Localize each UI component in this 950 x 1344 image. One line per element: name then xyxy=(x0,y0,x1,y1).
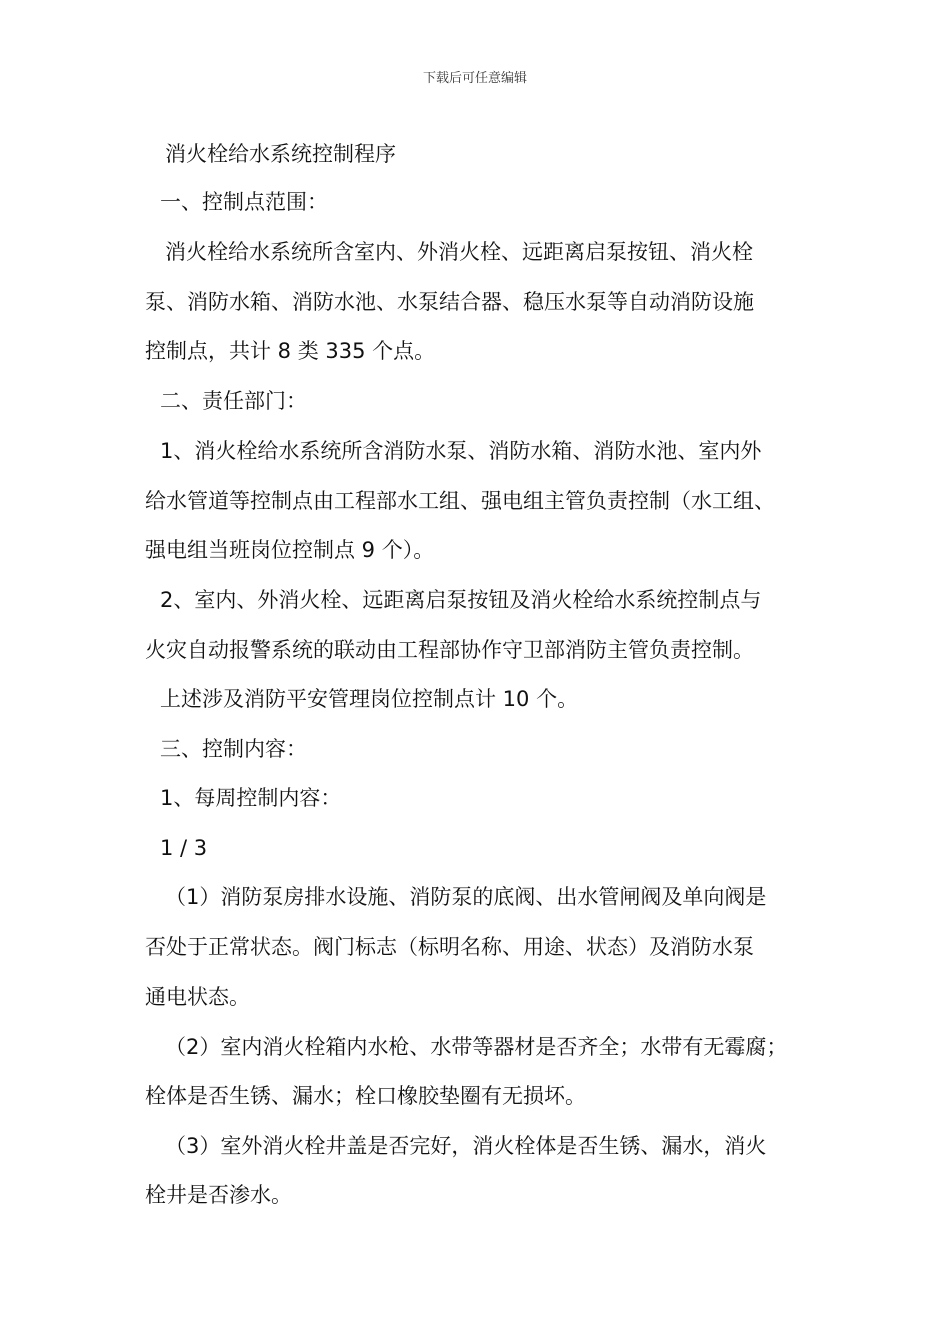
paragraph-line: 1、消火栓给水系统所含消防水泵、消防水箱、消防水池、室内外 xyxy=(160,439,762,463)
subsection-heading: 1、每周控制内容： xyxy=(160,786,342,810)
document-title: 消火栓给水系统控制程序 xyxy=(165,142,396,166)
paragraph-line: （3）室外消火栓井盖是否完好，消火栓体是否生锈、漏水，消火 xyxy=(165,1134,767,1158)
page-number: 1 / 3 xyxy=(160,836,208,860)
paragraph-line: 上述涉及消防平安管理岗位控制点计 10 个。 xyxy=(160,687,579,711)
paragraph-line: 栓井是否渗水。 xyxy=(145,1183,292,1207)
paragraph-line: 否处于正常状态。阀门标志（标明名称、用途、状态）及消防水泵 xyxy=(145,935,754,959)
paragraph-line: 火灾自动报警系统的联动由工程部协作守卫部消防主管负责控制。 xyxy=(145,638,754,662)
paragraph-line: 强电组当班岗位控制点 9 个）。 xyxy=(145,538,435,562)
section-heading-3: 三、控制内容： xyxy=(160,737,307,761)
paragraph-line: 2、室内、外消火栓、远距离启泵按钮及消火栓给水系统控制点与 xyxy=(160,588,762,612)
paragraph-line: （1）消防泵房排水设施、消防泵的底阀、出水管闸阀及单向阀是 xyxy=(165,885,767,909)
paragraph-line: 给水管道等控制点由工程部水工组、强电组主管负责控制（水工组、 xyxy=(145,489,775,513)
section-heading-2: 二、责任部门： xyxy=(160,389,307,413)
header-note: 下载后可任意编辑 xyxy=(422,71,527,86)
paragraph-line: 控制点，共计 8 类 335 个点。 xyxy=(145,339,436,363)
section-heading-1: 一、控制点范围： xyxy=(160,190,328,214)
paragraph-line: 通电状态。 xyxy=(145,985,250,1009)
paragraph-line: 栓体是否生锈、漏水；栓口橡胶垫圈有无损坏。 xyxy=(145,1084,586,1108)
paragraph-line: 泵、消防水箱、消防水池、水泵结合器、稳压水泵等自动消防设施 xyxy=(145,290,754,314)
paragraph-line: 消火栓给水系统所含室内、外消火栓、远距离启泵按钮、消火栓 xyxy=(165,240,753,264)
paragraph-line: （2）室内消火栓箱内水枪、水带等器材是否齐全；水带有无霉腐； xyxy=(165,1035,788,1059)
